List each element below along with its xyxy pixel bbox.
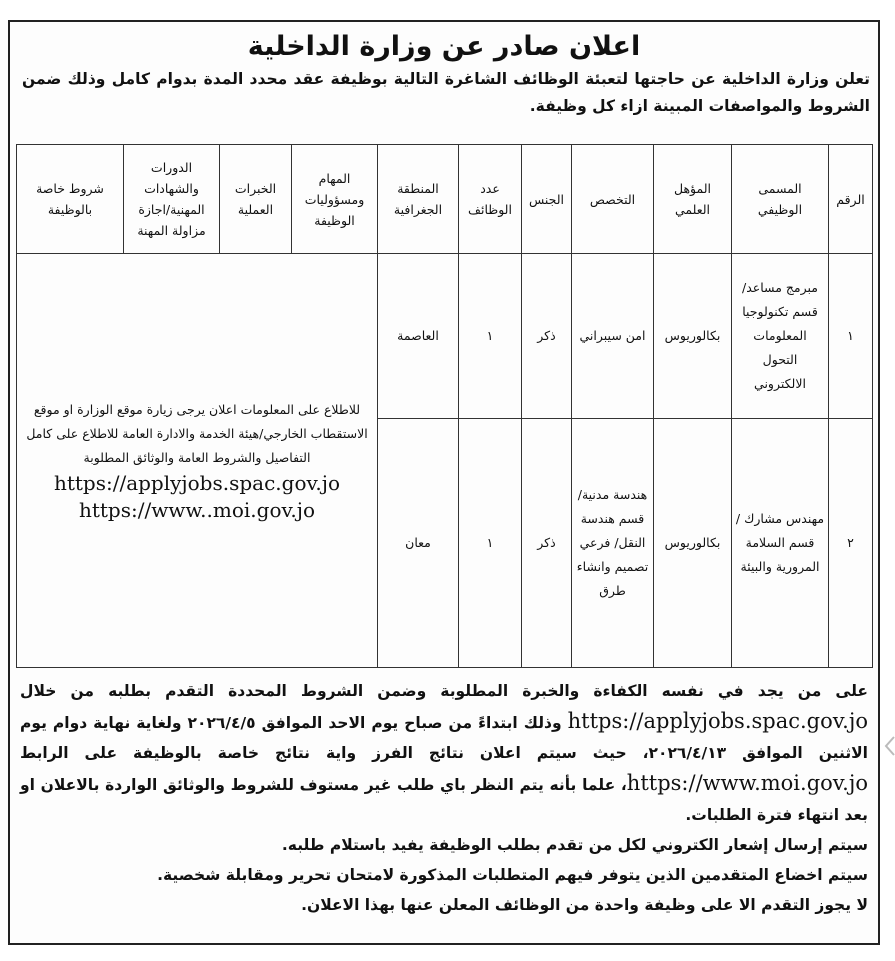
footer-apply-text: على من يجد في نفسه الكفاءة والخبرة المطلوبة وضمن الشروط المحددة التقدم بطلبه من خلال	[20, 682, 868, 700]
notes-cell	[17, 254, 378, 668]
jobs-table	[16, 144, 873, 668]
footer-applyjobs-link[interactable]: https://applyjobs.spac.gov.jo	[567, 709, 868, 733]
notes-text: للاطلاع على المعلومات اعلان يرجى زيارة موقع الوزارة او موقع الاستقطاب الخارجي/هيئة الخدمة والادارة العامة للاطلاع على كامل التفاصيل والشروط العامة والوثائق المطلوبة	[26, 401, 368, 465]
row-job-title: مهندس مشارك /قسم السلامة المرورية والبيئة	[732, 419, 829, 668]
header-experience: الخبرات العملية	[220, 145, 292, 254]
moi-link[interactable]: https://www..moi.gov.jo	[78, 497, 316, 522]
row-count: ١	[459, 254, 522, 419]
header-special-conditions: شروط خاصة بالوظيفة	[17, 145, 124, 254]
footer-paragraph-apply	[20, 676, 868, 830]
row-region: العاصمة	[378, 254, 459, 419]
header-region: المنطقة الجغرافية	[378, 145, 459, 254]
header-count: عدد الوظائف	[459, 145, 522, 254]
footer-notification-line: سيتم إرسال إشعار الكتروني لكل من تقدم بطلب الوظيفة يفيد باستلام طلبه.	[281, 836, 868, 854]
footer-dates-text: وذلك ابتداءً من صباح يوم الاحد الموافق ٢٠٢٦/٤/٥ ولغاية نهاية دوام يوم الاثنين الموافق ٢٠٢٦/٤/١٣، حيث سيتم اعلان نتائج الفرز واية نتائج خاصة بالوظيفة على الرابط	[20, 714, 868, 762]
row-job-title: مبرمج مساعد/قسم تكنولوجيا المعلومات التحول الالكتروني	[732, 254, 829, 419]
row-number: ١	[829, 254, 873, 419]
announcement-frame	[8, 20, 880, 945]
row-specialization: امن سيبراني	[572, 254, 654, 419]
footer-conditions-text: ، علما بأنه يتم النظر باي طلب غير مستوف للشروط والوثائق الواردة بالاعلان او بعد انتهاء فترة الطلبات.	[20, 776, 868, 824]
header-duties: المهام ومسؤوليات الوظيفة	[292, 145, 378, 254]
intro-paragraph: تعلن وزارة الداخلية عن حاجتها لتعبئة الوظائف الشاغرة التالية بوظيفة عقد محدد المدة بدوام كامل وذلك ضمن الشروط والمواصفات المبينة ازاء كل وظيفة.	[22, 70, 870, 115]
footer-instructions	[20, 676, 868, 920]
header-number: الرقم	[829, 145, 873, 254]
footer-moi-link[interactable]: https://www.moi.gov.jo	[626, 771, 868, 795]
table-header-row	[17, 145, 873, 254]
row-count: ١	[459, 419, 522, 668]
row-qualification: بكالوريوس	[654, 254, 732, 419]
table-row	[17, 254, 873, 419]
row-gender: ذكر	[522, 419, 572, 668]
footer-exam-line: سيتم اخضاع المتقدمين الذين يتوفر فيهم المتطلبات المذكورة لامتحان تحرير ومقابلة شخصية.	[157, 866, 868, 884]
row-region: معان	[378, 419, 459, 668]
header-job-title: المسمى الوظيفي	[732, 145, 829, 254]
row-gender: ذكر	[522, 254, 572, 419]
header-gender: الجنس	[522, 145, 572, 254]
page-edge-mark	[881, 735, 895, 757]
header-specialization: التخصص	[572, 145, 654, 254]
announcement-title: اعلان صادر عن وزارة الداخلية	[247, 31, 641, 62]
row-number: ٢	[829, 419, 873, 668]
row-qualification: بكالوريوس	[654, 419, 732, 668]
applyjobs-link[interactable]: https://applyjobs.spac.gov.jo	[53, 470, 341, 495]
row-specialization: هندسة مدنية/ قسم هندسة النقل/ فرعي تصميم وانشاء طرق	[572, 419, 654, 668]
header-qualification: المؤهل العلمي	[654, 145, 732, 254]
header-certificates: الدورات والشهادات المهنية/اجازة مزاولة المهنة	[124, 145, 220, 254]
footer-single-application-line: لا يجوز التقدم الا على وظيفة واحدة من الوظائف المعلن عنها بهذا الاعلان.	[301, 896, 868, 914]
